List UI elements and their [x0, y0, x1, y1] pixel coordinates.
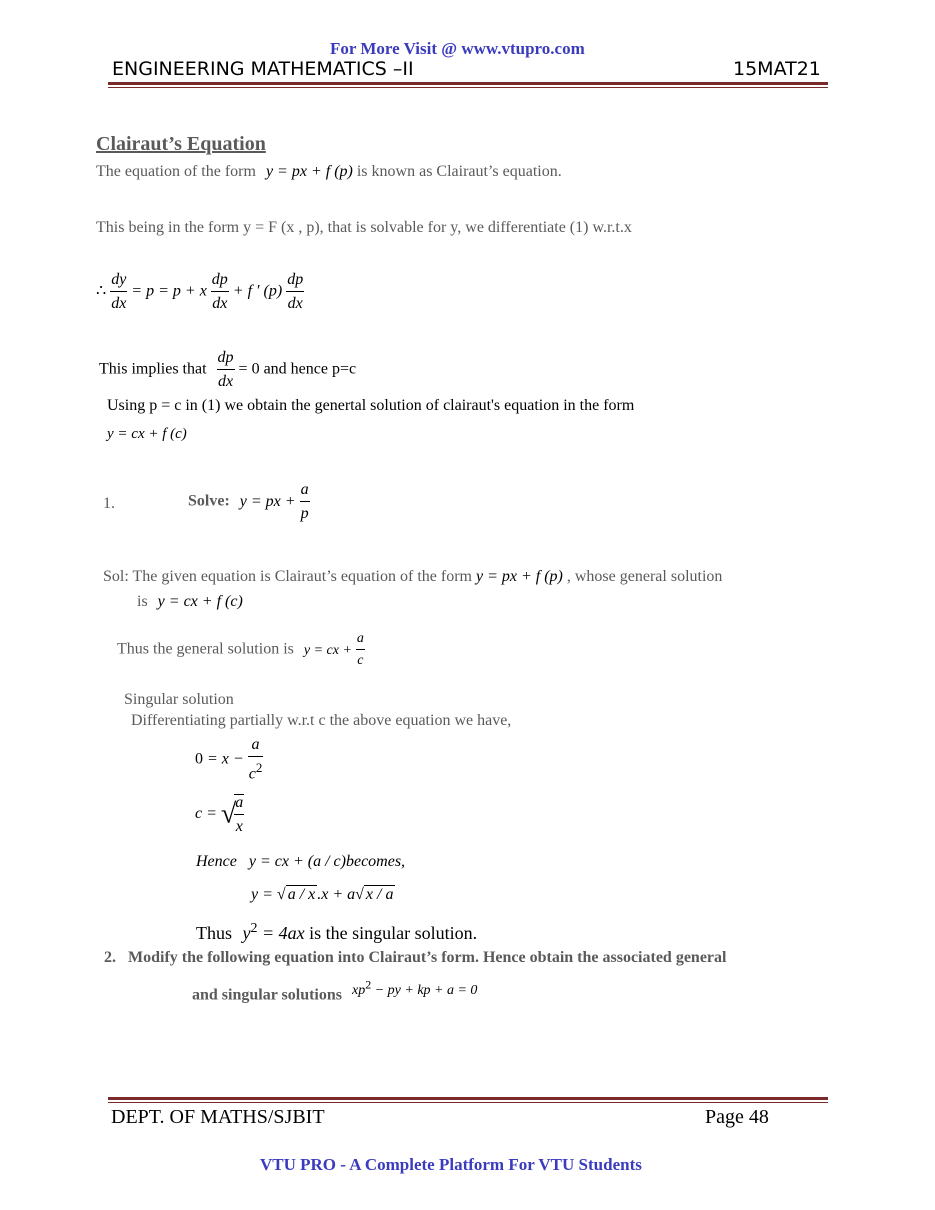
- intro-pre: The equation of the form: [96, 163, 256, 180]
- problem2-line2: and singular solutions $xp^2$ − py + kp + a = 0: [192, 977, 478, 1004]
- thus-singular-pre: Thus: [196, 923, 232, 943]
- problem2-line1: [104, 949, 726, 967]
- footer-tagline: VTU PRO - A Complete Platform For VTU Students: [260, 1155, 642, 1174]
- intro-line: [96, 163, 562, 181]
- sol-line2-pre: is: [137, 593, 148, 610]
- hence-line: Hence y = cx + (a / c)becomes,: [196, 853, 406, 870]
- footer-rule: [108, 1097, 828, 1103]
- singular-heading: Singular solution: [124, 691, 234, 708]
- sol-line2: [137, 593, 243, 611]
- hence-text: Hence: [196, 853, 237, 870]
- thus-singular-line: Thus $y^2 = 4ax$ is the singular solution.: [196, 921, 478, 943]
- header-code: 15MAT21: [733, 58, 821, 80]
- sol-line1-text: Sol: The given equation is Clairaut’s equation of the form: [103, 568, 472, 585]
- singular-eq1: 0 = x − $\frac{a}{c^2}$: [195, 736, 263, 783]
- problem1-number: 1.: [103, 495, 115, 512]
- intro-post: is known as Clairaut’s equation.: [356, 163, 562, 180]
- solvable-line: This being in the form y = F (x , p), that is solvable for y, we differentiate (1) w.r.t.x: [96, 219, 632, 236]
- implies-line: This implies that $\frac{dp}{dx}$ = 0 and hence p=c: [99, 349, 357, 390]
- sol-line1: [103, 568, 722, 586]
- becomes-text: becomes,: [345, 853, 406, 870]
- hence-result-eq: y = √ a / x .x + a√ x / a: [251, 886, 394, 903]
- footer-page-number: Page 48: [705, 1106, 769, 1128]
- sol-line2-equation: y = cx + f (c): [157, 593, 243, 610]
- differentiating-line: Differentiating partially w.r.t c the above equation we have,: [131, 712, 512, 729]
- implies-post: = 0 and hence p=c: [238, 360, 357, 378]
- section-title: Clairaut’s Equation: [96, 133, 266, 155]
- sol-line1-post: , whose general solution: [566, 568, 723, 585]
- general-solution-eq: y = cx + f (c): [107, 426, 187, 442]
- header-visit-link[interactable]: For More Visit @ www.vtupro.com: [330, 39, 585, 58]
- singular-eq2: c = √ $\frac{a}{x}$: [195, 794, 244, 835]
- problem2-text: Modify the following equation into Clairaut’s form. Hence obtain the associated general: [128, 949, 727, 966]
- header-rule: [108, 82, 828, 88]
- problem1-statement: Solve: y = px + $\frac{a}{p}$: [188, 481, 309, 522]
- sol-equation: y = px + f (p): [475, 568, 563, 585]
- implies-pre: This implies that: [99, 360, 207, 378]
- problem1-label: Solve:: [188, 492, 230, 510]
- problem2-number: 2.: [104, 949, 116, 966]
- header-subject: ENGINEERING MATHEMATICS –II: [112, 58, 414, 80]
- derivative-equation: ∴ $\frac{dy}{dx}$ = p = p + x $\frac{dp}{dx}$ + f ′ (p) $\frac{dp}{dx}$: [96, 271, 304, 312]
- footer-dept: DEPT. OF MATHS/SJBIT: [111, 1106, 325, 1128]
- thus-general-text: Thus the general solution is: [117, 640, 294, 658]
- intro-equation: y = px + f (p): [265, 163, 353, 180]
- using-line: Using p = c in (1) we obtain the genertal solution of clairaut's equation in the form: [107, 397, 635, 414]
- problem2-text2: and singular solutions: [192, 986, 342, 1004]
- thus-general-line: Thus the general solution is y = cx + $\frac{a}{c}$: [117, 631, 364, 668]
- thus-singular-post: is the singular solution.: [309, 923, 478, 943]
